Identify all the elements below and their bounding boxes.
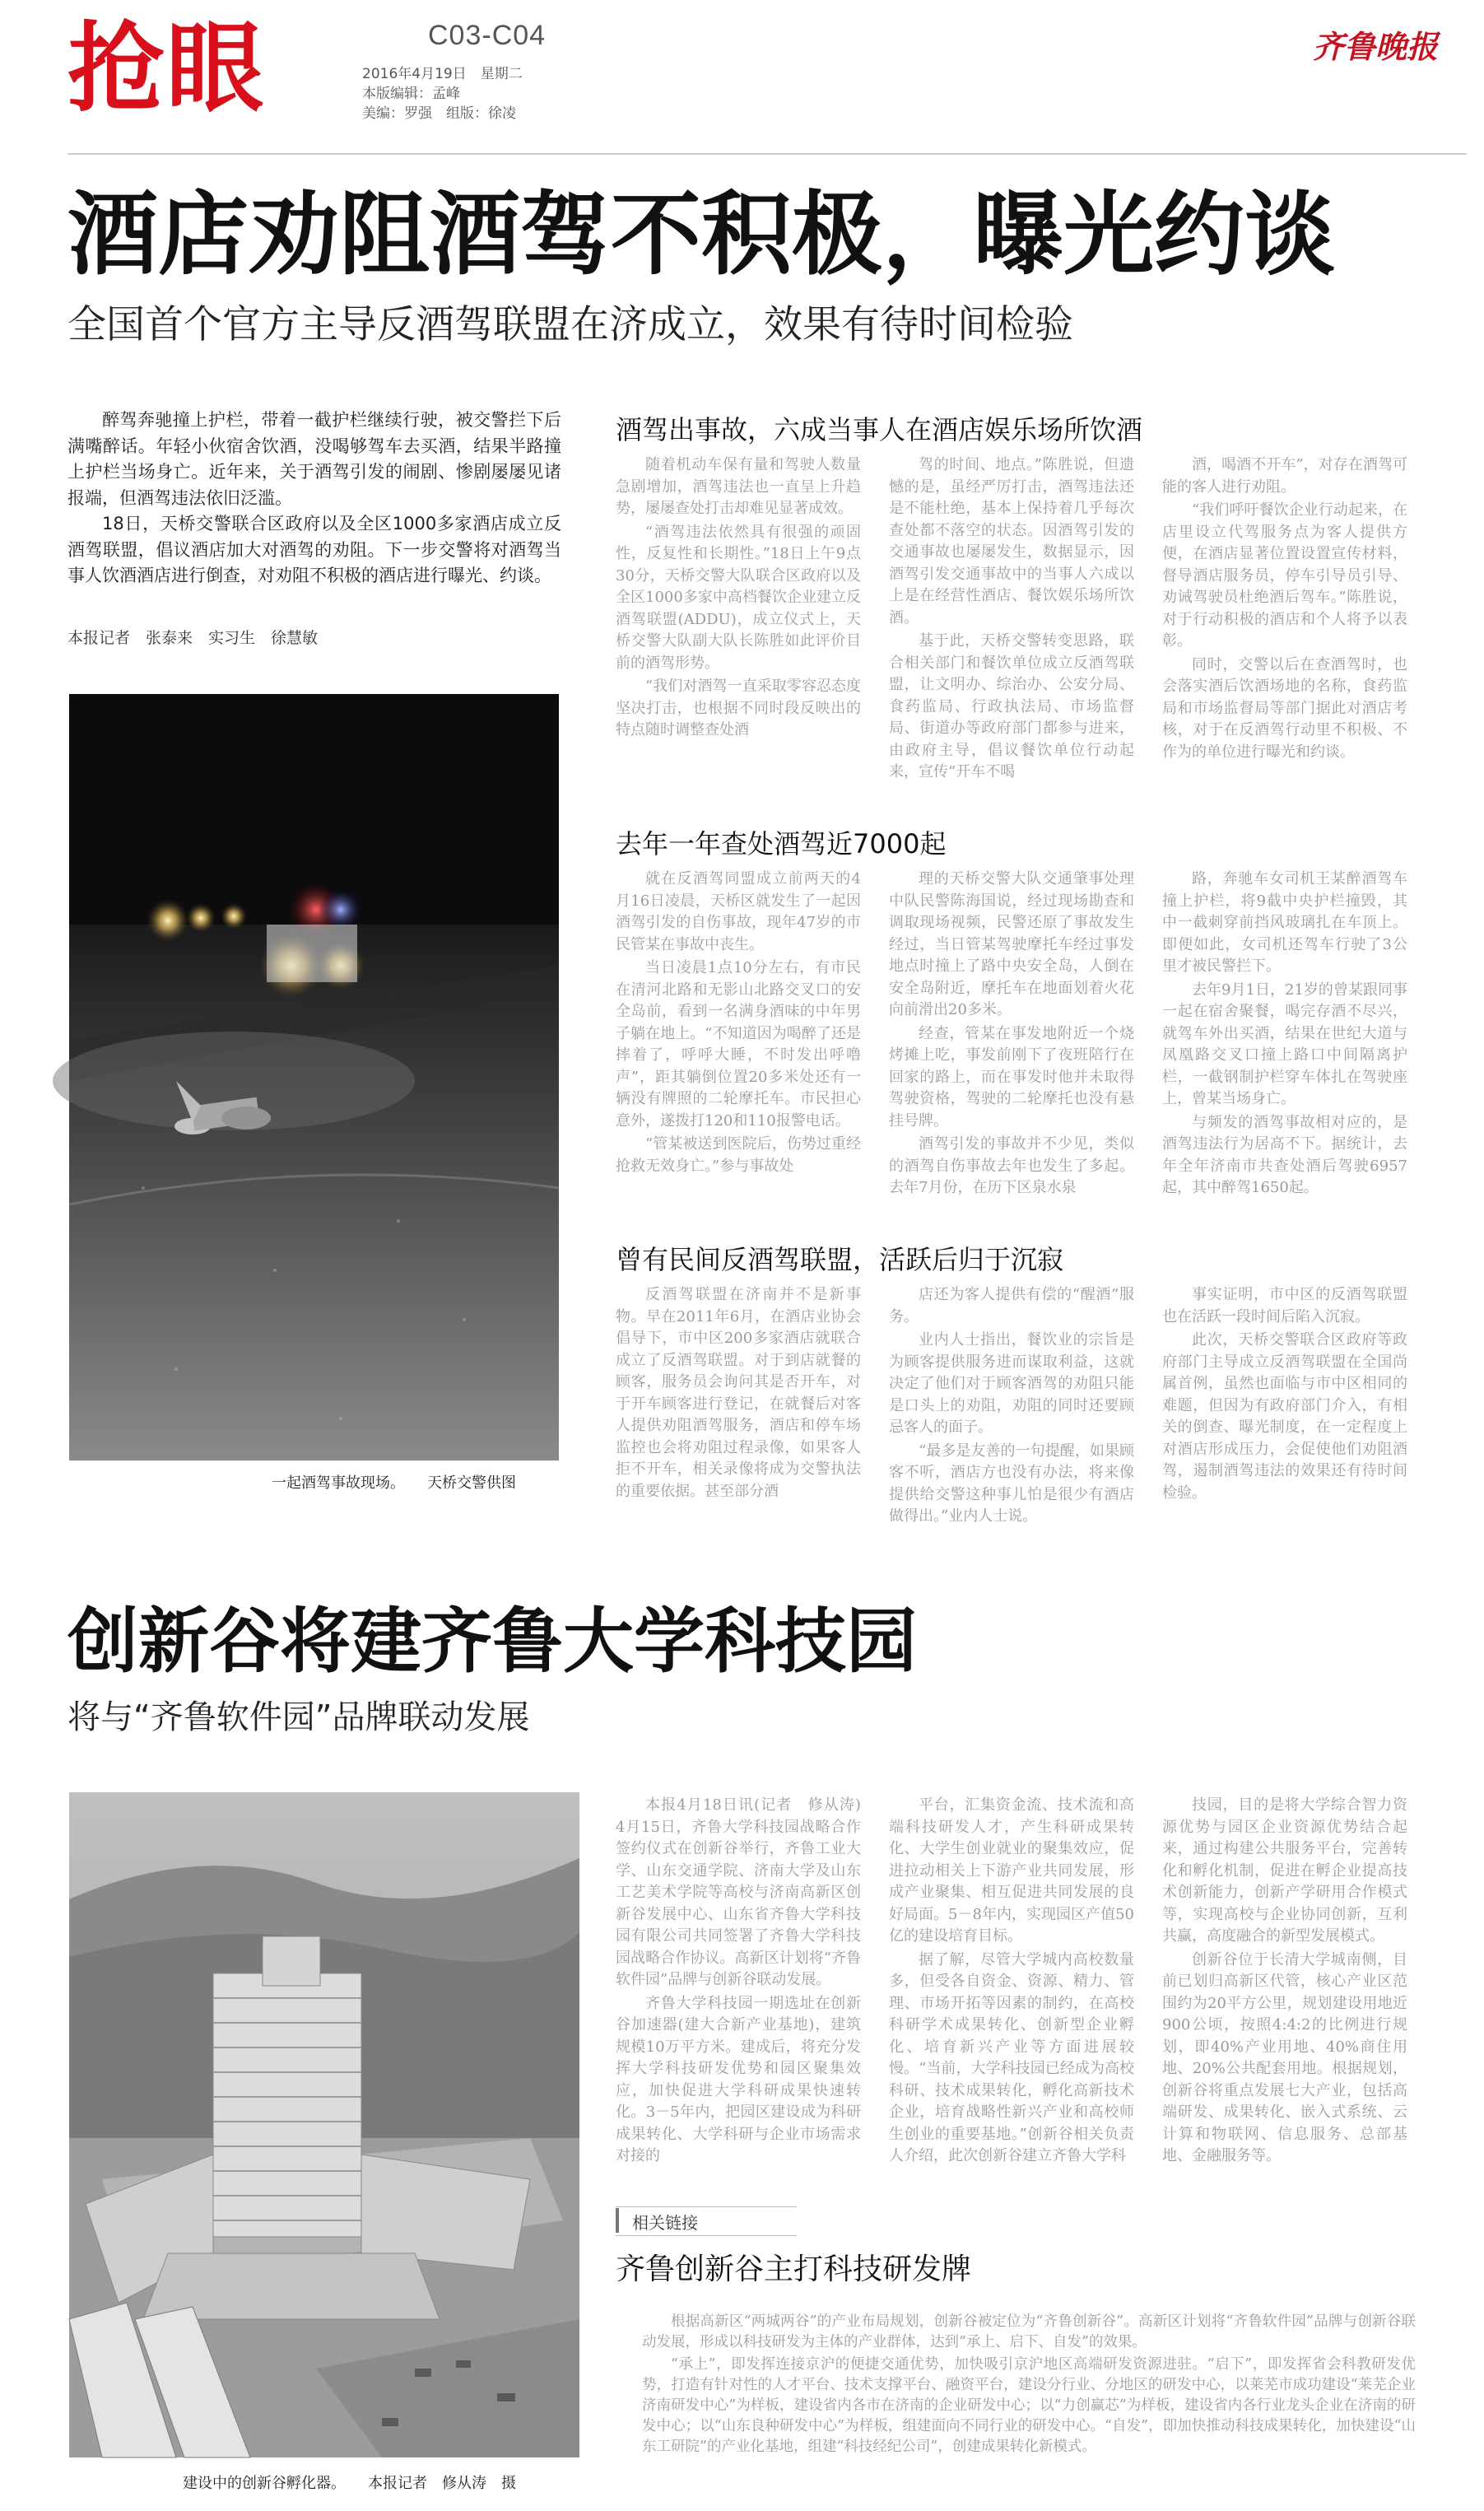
body-paragraph: 去年9月1日，21岁的曾某跟同事一起在宿舍聚餐，喝完存酒不尽兴，就驾车外出买酒，结果在世纪大道与凤凰路交叉口撞上路口中间隔离护栏，一截钢制护栏穿车体扎在驾驶座上，曾某当场身亡。 — [1162, 981, 1407, 1107]
body-paragraph: 平台，汇集资金流、技术流和高端科技研发人才，产生科研成果转化、大学生创业就业的聚集效应，促进拉动相关上下游产业共同发展，形成产业聚集、相互促进共同发展的良好局面。5－8年内，实现园区产值50亿的建设培育目标。 — [889, 1796, 1134, 1945]
section2-column-3 — [1162, 869, 1407, 1210]
story2-subhead: 将与“齐鲁软件园”品牌联动发展 — [67, 1698, 530, 1736]
lead-paragraph: 18日，天桥交警联合区政府以及全区1000多家酒店成立反酒驾联盟，倡议酒店加大对酒驾的劝阻。下一步交警将对酒驾当事人饮酒酒店进行倒查，对劝阻不积极的酒店进行曝光、约谈。 — [67, 514, 561, 585]
accident-scene-image — [69, 694, 559, 1460]
body-paragraph: 经查，管某在事发地附近一个烧烤摊上吃，事发前刚下了夜班陪行在回家的路上，而在事发时他并未取得驾驶资格，驾驶的二轮摩托也没有悬挂号牌。 — [889, 1024, 1134, 1130]
body-paragraph: “管某被送到医院后，伤势过重经抢救无效身亡。”参与事故处 — [616, 1135, 861, 1175]
section2-column-1 — [616, 869, 861, 1210]
section3-column-3 — [1162, 1284, 1407, 1531]
construction-photo-caption: 建设中的创新谷孵化器。 本报记者 修从涛 摄 — [183, 2475, 516, 2492]
issue-date: 2016年4月19日 星期二 — [362, 66, 523, 82]
body-paragraph: 齐鲁大学科技园一期选址在创新谷加速器(建大合新产业基地)，建筑规模10万平方米。建成后，将充分发挥大学科技研发优势和园区聚集效应，加快促进大学科研成果快速转化。3－5年内，把园区建设成为科研成果转化、大学科研与企业市场需求对接的 — [616, 1994, 861, 2164]
body-paragraph: 同时，交警以后在查酒驾时，也会落实酒后饮酒场地的名称，食药监局和市场监督局等部门据此对酒店考核，对于在反酒驾行动里不积极、不作为的单位进行曝光和约谈。 — [1162, 655, 1407, 761]
body-paragraph: 技园，目的是将大学综合智力资源优势与园区企业资源优势结合起来，通过构建公共服务平台，完善转化和孵化机制，促进在孵企业提高技术创新能力，创新产学研用合作模式等，实现高校与企业协同创新，互利共赢，高度融合的新型发展模式。 — [1162, 1796, 1407, 1945]
section2-column-2 — [889, 869, 1134, 1210]
story1-byline: 本报记者 张泰来 实习生 徐慧敏 — [67, 629, 319, 647]
related-link-marker — [616, 2208, 619, 2233]
body-paragraph: 反酒驾联盟在济南并不是新事物。早在2011年6月，在酒店业协会倡导下，市中区200多家酒店就联合成立了反酒驾联盟。对于到店就餐的顾客，服务员会询问其是否开车，对于开车顾客进行登记，在就餐后对客人提供劝阻酒驾服务，酒店和停车场监控也会将劝阻过程录像，如果客人拒不开车，相关录像将成为交警执法的重要依据。甚至部分酒 — [616, 1286, 861, 1500]
body-paragraph: 驾的时间、地点。”陈胜说，但遗憾的是，虽经严厉打击，酒驾违法还是不能杜绝，基本上保持着几乎每次查处都不落空的状态。因酒驾引发的交通事故也屡屡发生，数据显示，因酒驾引发交通事故中的当事人六成以上是在经营性酒店、餐饮娱乐场所饮酒。 — [889, 456, 1134, 627]
page-design: 美编：罗强 组版：徐凌 — [362, 105, 516, 122]
body-paragraph: 此次，天桥交警联合区政府等政府部门主导成立反酒驾联盟在全国尚属首例，虽然也面临与市中区相同的难题，但因为有政府部门介入，有相关的倒查、曝光制度，在一定程度上对酒店形成压力，会促使他们劝阻酒驾，遏制酒驾违法的效果还有待时间检验。 — [1162, 1331, 1407, 1502]
section1-column-3 — [1162, 454, 1407, 792]
body-paragraph: 当日凌晨1点10分左右，有市民在清河北路和无影山北路交叉口的安全岛前，看到一名满身酒味的中年男子躺在地上。“不知道因为喝醉了还是摔着了，呼呼大睡，不时发出呼噜声”，距其躺倒位置20多米处还有一辆没有牌照的二轮摩托车。市民担心意外，遂拨打120和110报警电话。 — [616, 959, 861, 1130]
section3-heading: 曾有民间反酒驾联盟，活跃后归于沉寂 — [616, 1244, 1064, 1275]
story2-column-2 — [889, 1795, 1134, 2194]
body-paragraph: 基于此，天桥交警转变思路，联合相关部门和餐饮单位成立反酒驾联盟，让文明办、综治办、公安分局、食药监局、行政执法局、市场监督局、街道办等政府部门都参与进来，由政府主导，倡议餐饮单位行动起来，宣传“开车不喝 — [889, 632, 1134, 780]
section1-heading: 酒驾出事故，六成当事人在酒店娱乐场所饮酒 — [616, 414, 1143, 445]
body-paragraph: 据了解，尽管大学城内高校数量多，但受各自资金、资源、精力、管理、市场开拓等因素的制约，在高校科研学术成果转化、创新型企业孵化、培育新兴产业等方面进展较慢。“当前，大学科技园已经成为高校科研、技术成果转化，孵化高新技术企业，培育战略性新兴产业和高校师生创业的重要基地。”创新谷相关负责人介绍，此次创新谷建立齐鲁大学科 — [889, 1950, 1134, 2164]
body-paragraph: 事实证明，市中区的反酒驾联盟也在活跃一段时间后陷入沉寂。 — [1162, 1286, 1407, 1325]
section-logo: 抢眼 — [67, 12, 266, 125]
story2-column-3 — [1162, 1795, 1407, 2194]
story2-column-1 — [616, 1795, 876, 2194]
accident-scene-photo — [69, 694, 559, 1460]
body-paragraph: 理的天桥交警大队交通肇事处理中队民警陈海国说，经过现场勘查和调取现场视频，民警还原了事故发生经过，当日管某驾驶摩托车经过事发地点时撞上了路中央安全岛，人倒在安全岛附近，摩托车在地面划着火花向前滑出20多米。 — [889, 870, 1134, 1018]
body-paragraph: “我们对酒驾一直采取零容忍态度坚决打击，也根据不同时段反映出的特点随时调整查处酒 — [616, 678, 861, 738]
construction-site-image — [69, 1792, 579, 2457]
body-paragraph: 酒驾引发的事故并不少见，类似的酒驾自伤事故去年也发生了多起。去年7月份，在历下区泉水泉 — [889, 1135, 1134, 1196]
section3-column-2 — [889, 1284, 1134, 1531]
body-paragraph: 业内人士指出，餐饮业的宗旨是为顾客提供服务进而谋取利益，这就决定了他们对于顾客酒驾的劝阻只能是口头上的劝阻，劝阻的同时还要顾忌客人的面子。 — [889, 1331, 1134, 1436]
body-paragraph: 与频发的酒驾事故相对应的，是酒驾违法行为居高不下。据统计，去年全年济南市共查处酒后驾驶6957起，其中醉驾1650起。 — [1162, 1113, 1407, 1196]
body-paragraph: 店还为客人提供有偿的“醒酒”服务。 — [889, 1286, 1134, 1325]
body-paragraph: “我们呼吁餐饮企业行动起来，在店里设立代驾服务点为客人提供方便，在酒店显著位置设置宣传材料，督导酒店服务员，停车引导员引导、劝诫驾驶员杜绝酒后驾车。”陈胜说，对于行动积极的酒店和个人将予以表彰。 — [1162, 501, 1407, 650]
section2-heading: 去年一年查处酒驾近7000起 — [616, 828, 947, 860]
body-paragraph: 就在反酒驾同盟成立前两天的4月16日凌晨，天桥区就发生了一起因酒驾引发的自伤事故，现年47岁的市民管某在事故中丧生。 — [616, 870, 861, 953]
innovation-valley-photo — [69, 1792, 579, 2457]
section3-column-1 — [616, 1284, 861, 1531]
accident-photo-caption: 一起酒驾事故现场。 天桥交警供图 — [272, 1474, 516, 1492]
page-numbers: C03-C04 — [428, 20, 547, 51]
body-paragraph: “承上”，即发挥连接京沪的便捷交通优势，加快吸引京沪地区高端研发资源进驻。“启下”，即发挥省会科教研发优势，打造有针对性的人才平台、技术支撑平台、融资平台，建设分行业、分地区的研发中心，以莱芜市成功建设“莱芜企业济南研发中心”为样板，建设省内各市在济南的企业研发中心；以“力创赢芯”为样板，建设省内各行业龙头企业在济南的研发中心；以“山东良种研发中心”为样板，组建面向不同行业的研发中心。“自发”，即加快推动科技成果转化，加快建设“山东工研院”的产业化基地，组建“科技经纪公司”，创建成果转化新模式。 — [642, 2356, 1416, 2455]
story1-subhead: 全国首个官方主导反酒驾联盟在济成立，效果有待时间检验 — [67, 302, 1073, 347]
story1-lead — [67, 408, 561, 589]
section1-column-1 — [616, 454, 861, 792]
body-paragraph: “酒驾违法依然具有很强的顽固性，反复性和长期性。”18日上午9点30分，天桥交警大队联合区政府以及全区1000多家中高档餐饮企业建立反酒驾联盟(ADDU)，成立仪式上，天桥交警大队副大队长陈胜如此评价目前的酒驾形势。 — [616, 523, 861, 672]
page-editor: 本版编辑：孟峰 — [362, 86, 460, 102]
section1-column-2 — [889, 454, 1134, 792]
story2-headline: 创新谷将建齐鲁大学科技园 — [67, 1600, 917, 1683]
body-paragraph: 随着机动车保有量和驾驶人数量急剧增加，酒驾违法也一直呈上升趋势，屡屡查处打击却难见显著成效。 — [616, 456, 861, 517]
body-paragraph: 酒，喝酒不开车”，对存在酒驾可能的客人进行劝阻。 — [1162, 456, 1407, 496]
body-paragraph: 本报4月18日讯(记者 修从涛) 4月15日，齐鲁大学科技园战略合作签约仪式在创新谷举行，齐鲁工业大学、山东交通学院、济南大学及山东工艺美术学院等高校与济南高新区创新谷发展中心、山东省齐鲁大学科技园有限公司共同签署了齐鲁大学科技园战略合作协议。高新区计划将“齐鲁软件园”品牌与创新谷联动发展。 — [616, 1796, 876, 1988]
newspaper-brand: 齐鲁晚报 — [1313, 28, 1439, 65]
story1-headline: 酒店劝阻酒驾不积极，曝光约谈 — [67, 182, 1335, 287]
body-paragraph: 路，奔驰车女司机王某醉酒驾车撞上护栏，将9截中央护栏撞毁，其中一截刺穿前挡风玻璃扎在车顶上。即便如此，女司机还驾车行驶了3公里才被民警拦下。 — [1162, 870, 1407, 975]
body-paragraph: “最多是友善的一句提醒，如果顾客不听，酒店方也没有办法，将来像提供给交警这种事儿怕是很少有酒店做得出。”业内人士说。 — [889, 1442, 1134, 1525]
masthead-divider — [67, 153, 1467, 155]
related-link-body — [642, 2312, 1416, 2501]
related-link-heading: 齐鲁创新谷主打科技研发牌 — [616, 2252, 972, 2286]
related-link-label: 相关链接 — [632, 2213, 698, 2233]
body-paragraph: 根据高新区“两城两谷”的产业布局规划，创新谷被定位为“齐鲁创新谷”。高新区计划将“齐鲁软件园”品牌与创新谷联动发展，形成以科技研发为主体的产业群体，达到“承上、启下、自发”的效果。 — [642, 2313, 1416, 2350]
body-paragraph: 创新谷位于长清大学城南侧，目前已划归高新区代管，核心产业区范围约为20平方公里，规划建设用地近900公顷，按照4:4:2的比例进行规划，即40%产业用地、40%商住用地、20%公共配套用地。根据规划，创新谷将重点发展七大产业，包括高端研发、成果转化、嵌入式系统、云计算和物联网、信息服务、总部基地、金融服务等。 — [1162, 1950, 1407, 2164]
lead-paragraph: 醉驾奔驰撞上护栏，带着一截护栏继续行驶，被交警拦下后满嘴醉话。年轻小伙宿舍饮酒，没喝够驾车去买酒，结果半路撞上护栏当场身亡。近年来，关于酒驾引发的闹剧、惨剧屡屡见诸报端，但酒驾违法依旧泛滥。 — [67, 410, 561, 508]
